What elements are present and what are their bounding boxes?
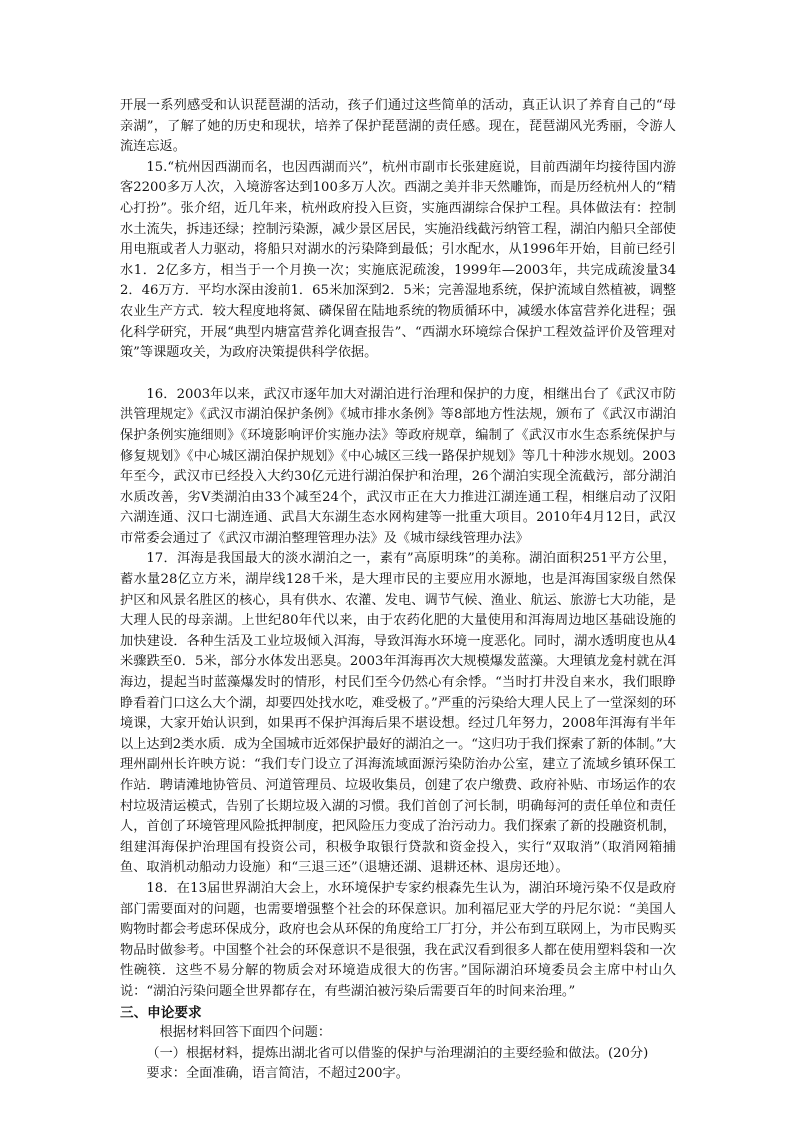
paragraph-14-tail: 开展一系列感受和认识琵琶湖的活动，孩子们通过这些简单的活动，真正认识了养育自己的“母亲湖”，了解了她的历史和现状，培养了保护琵琶湖的责任感。现在，琵琶湖风光秀丽，令游人流连忘返。 <box>120 98 676 155</box>
paragraph-18: 18．在13届世界湖泊大会上，水环境保护专家约根森先生认为，湖泊环境污染不仅是政府部门需要面对的问题，也需要增强整个社会的环保意识。加利福尼亚大学的丹尼尔说：“美国人购物时都会考虑环保成分，政府也会从环保的角度给工厂打分，并公布到互联网上，为市民购买物品时做参考。中国整个社会的环保意识不是很强，我在武汉看到很多人都在使用塑料袋和一次性碗筷．这些不易分解的物质会对环境造成很大的伤害。”国际湖泊环境委员会主席中村山久说：“湖泊污染问题全世界都存在，有些湖泊被污染后需要百年的时间来治理。” <box>120 880 676 999</box>
question-1-requirement: 要求：全面准确，语言简洁，不超过200字。 <box>146 1066 409 1082</box>
paragraph-17: 17．洱海是我国最大的淡水湖泊之一，素有”高原明珠”的美称。湖泊面积251平方公里，蓄水量28亿立方米，湖岸线128千米，是大理市民的主要应用水源地，也是洱海国家级自然保护区和风景名胜区的核心，具有供水、农灌、发电、调节气候、渔业、航运、旅游七大功能，是大理人民的母亲湖。上世纪80年代以来，由于农药化肥的大量使用和洱海周边地区基础设施的加快建设．各种生活及工业垃圾倾入洱海，导致洱海水环境一度恶化。同时，湖水透明度也从4米骤跌至0．5米，部分水体发出恶臭。2003年洱海再次大规模爆发蓝藻。大理镇龙龛村就在洱海边，提起当时蓝藻爆发时的情形，村民们至今仍然心有余悸。“当时打井没自来水，我们眼睁睁看着门口这么大个湖，却要四处找水吃，难受极了。”严重的污染给大理人民上了一堂深刻的环境课，大家开始认识到，如果再不保护洱海后果不堪设想。经过几年努力，2008年洱海有半年以上达到2类水质．成为全国城市近郊保护最好的湖泊之一。“这归功于我们探索了新的体制。”大理州副州长许映方说：“我们专门设立了洱海流域面源污染防治办公室，建立了流域乡镇环保工作站．聘请滩地协管员、河道管理员、垃圾收集员，创建了农户缴费、政府补贴、市场运作的农村垃圾清运模式，告别了长期垃圾入湖的习惯。我们首创了河长制，明确每河的责任单位和责任人，首创了环境管理风险抵押制度，把风险压力变成了治污动力。我们探索了新的投融资机制，组建洱海保护治理国有投资公司，积极争取银行贷款和资金投入，实行“双取消”（取消网箱捕鱼、取消机动船动力设施）和“三退三还”（退塘还湖、退耕还林、退房还地）。 <box>120 551 676 876</box>
paragraph-15: 15.“杭州因西湖而名，也因西湖而兴”，杭州市副市长张建庭说，目前西湖年均接待国内游客2200多万人次，入境游客达到100多万人次。西湖之美并非天然雕饰，而是历经杭州人的“精心打扮”。张介绍，近几年来，杭州政府投入巨资，实施西湖综合保护工程。具体做法有：控制水土流失，拆违还绿；控制污染源，减少景区居民，实施沿线截污纳管工程，湖泊内船只全部使用电瓶或者人力驱动，将船只对湖水的污染降到最低；引水配水，从1996年开始，目前已经引水1．2亿多方，相当于一个月换一次；实施底泥疏浚，1999年—2003年，共完成疏浚量342．46万方．平均水深由浚前1．65米加深到2．5米；完善湿地系统，保护流域自然植被，调整农业生产方式．较大程度地将氮、磷保留在陆地系统的物质循环中，减缓水体富营养化进程；强化科学研究，开展“典型内塘富营养化调查报告”、“西湖水环境综合保护工程效益评价及管理对策”等课题攻关，为政府决策提供科学依据。 <box>120 159 676 361</box>
paragraph-16: 16．2003年以来，武汉市逐年加大对湖泊进行治理和保护的力度，相继出台了《武汉市防洪管理规定》《武汉市湖泊保护条例》《城市排水条例》等8部地方性法规，颁布了《武汉市湖泊保护条例实施细则》《环境影响评价实施办法》等政府规章，编制了《武汉市水生态系统保护与修复规划》《中心城区湖泊保护规划》《中心城区三线一路保护规划》等几十种涉水规划。2003年至今，武汉市已经投入大约30亿元进行湖泊保护和治理，26个湖泊实现全流截污，部分湖泊水质改善，劣Ⅴ类湖泊由33个减至24个，武汉市正在大力推进江湖连通工程，相继启动了汉阳六湖连通、汉口七湖连通、武昌大东湖生态水网构建等一批重大项目。2010年4月12日，武汉市常委会通过了《武汉市湖泊整理管理办法》及《城市绿线管理办法》 <box>120 386 676 546</box>
document-body <box>120 96 676 1085</box>
question-1: （一）根据材料，提炼出湖北省可以借鉴的保护与治理湖泊的主要经验和做法。(20分) <box>146 1045 649 1061</box>
requirements-intro: 根据材料回答下面四个问题： <box>159 1025 332 1041</box>
section-heading: 三、申论要求 <box>120 1004 202 1021</box>
